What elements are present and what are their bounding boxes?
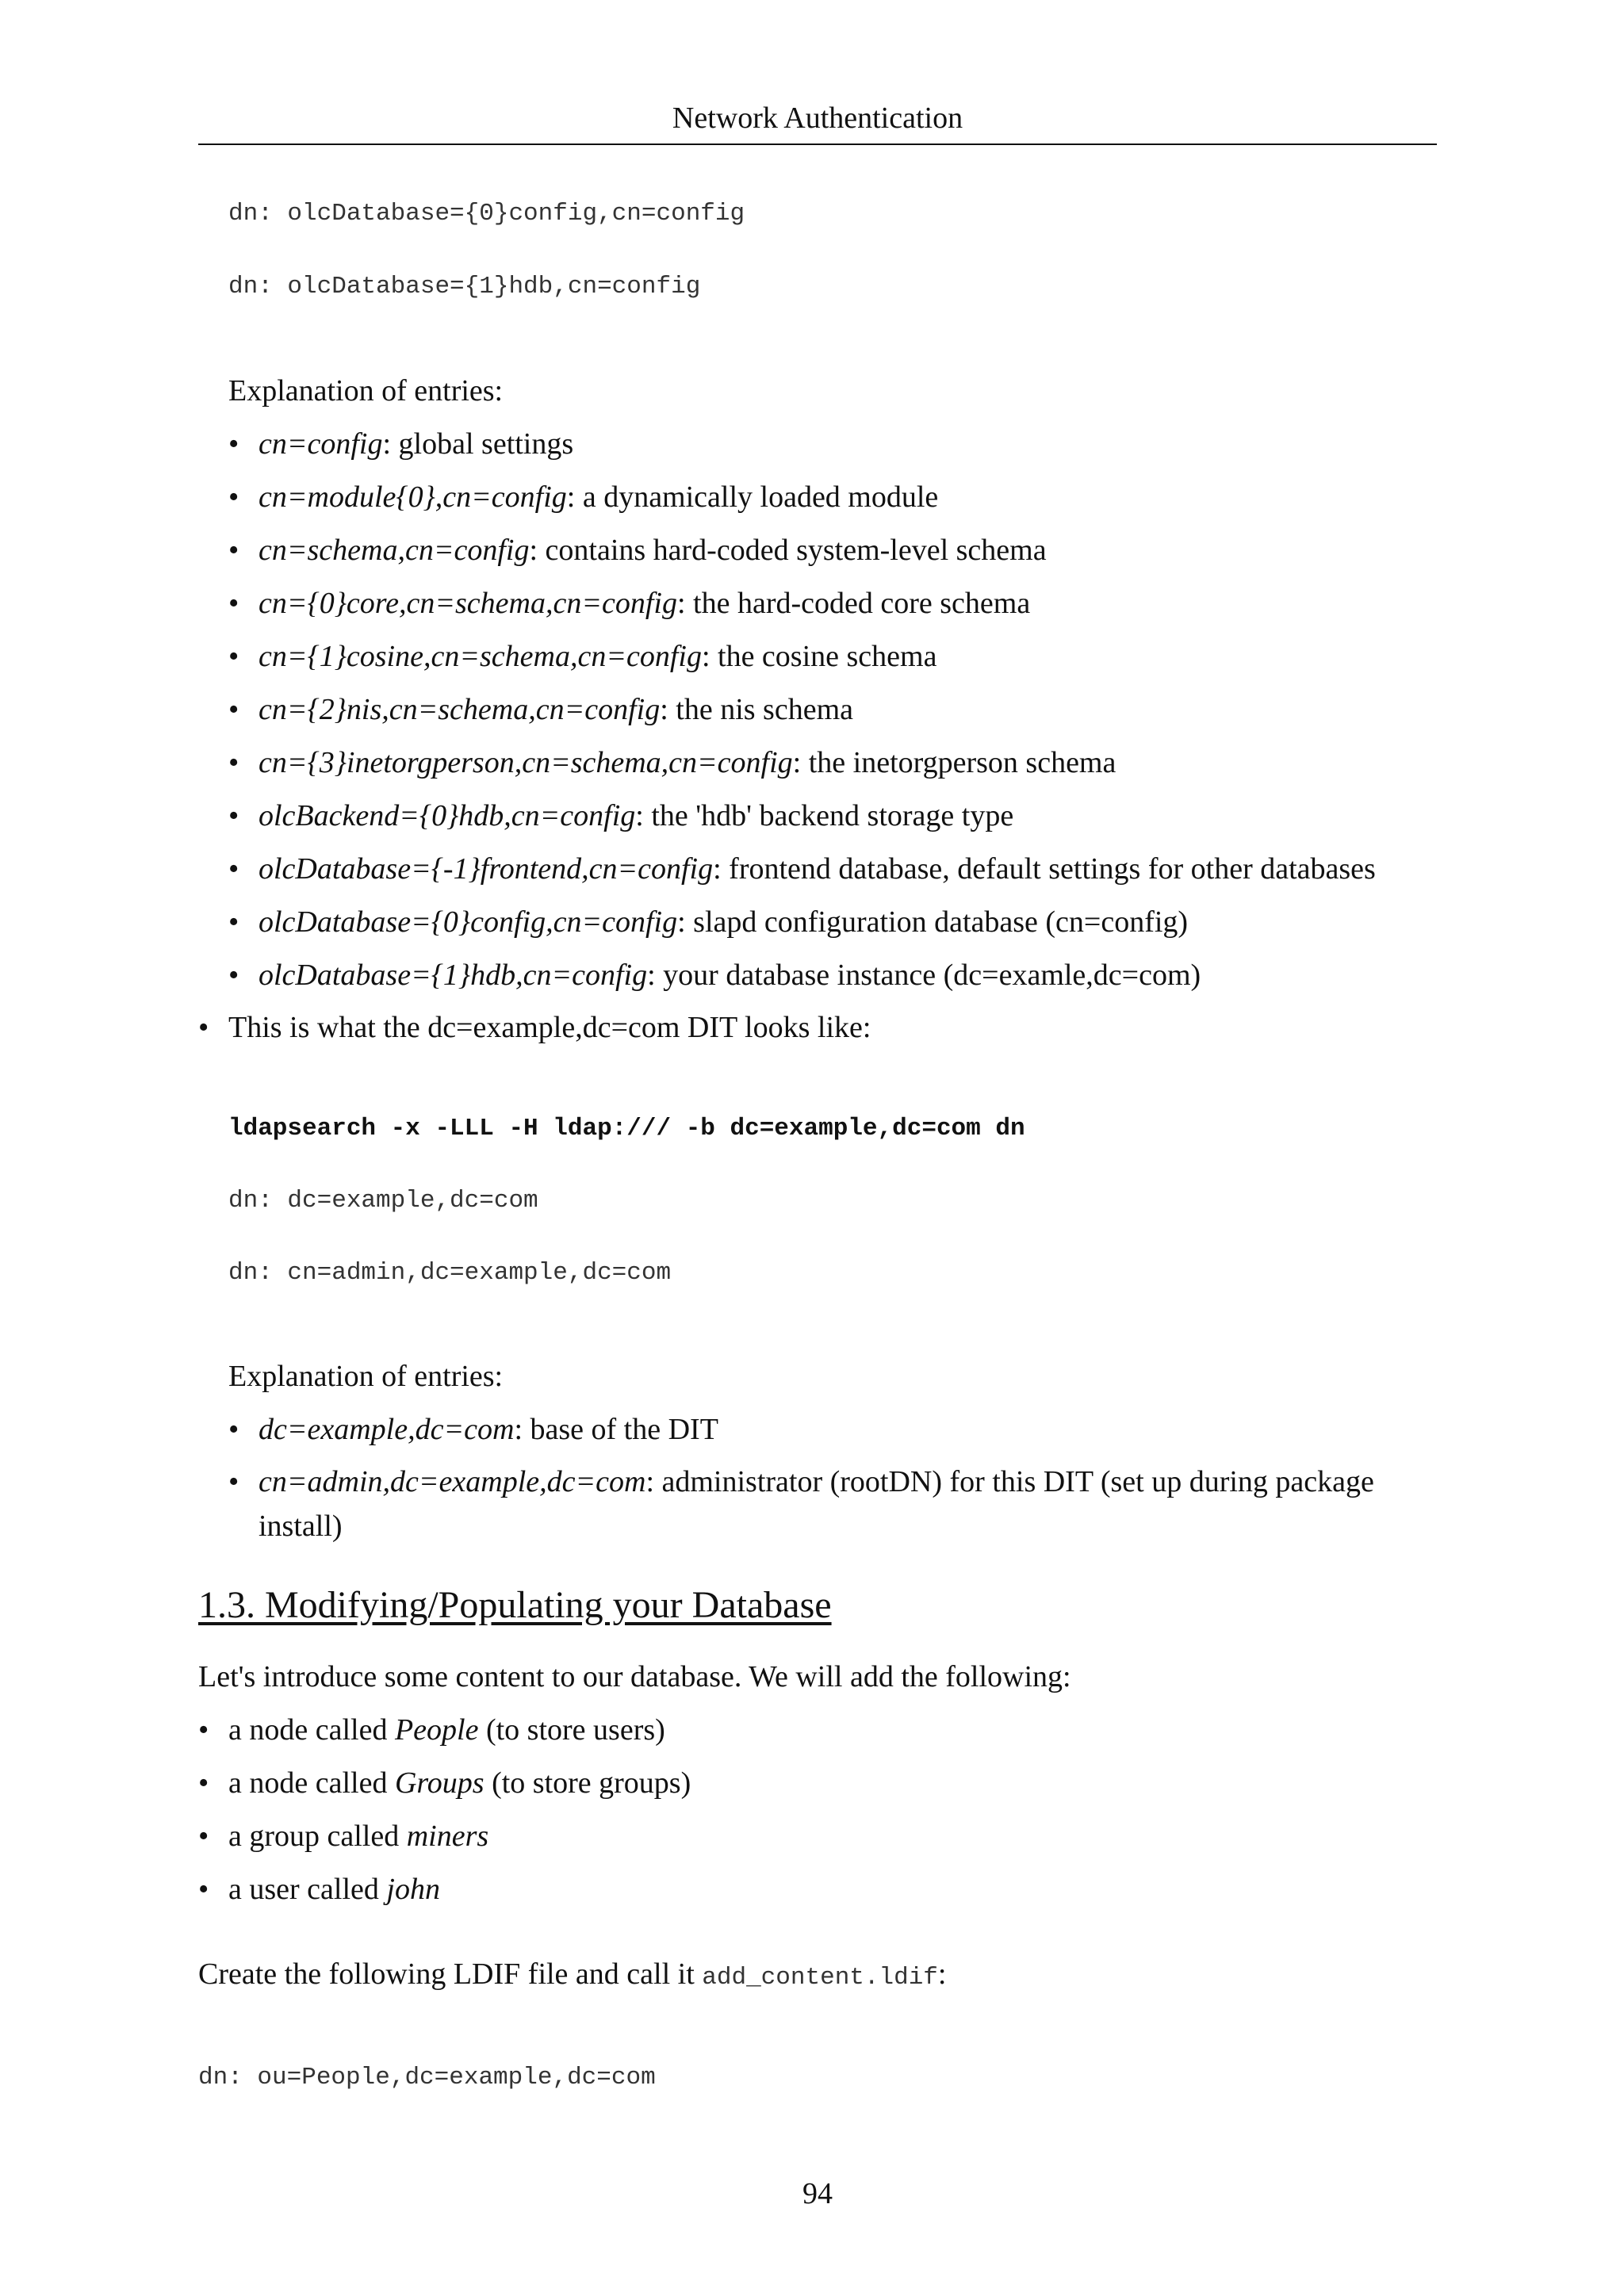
entry-desc: : slapd configuration database (cn=config) bbox=[677, 905, 1189, 939]
config-dn-line: dn: olcDatabase={0}config,cn=config bbox=[228, 200, 745, 228]
config-dn-line: dn: olcDatabase={1}hdb,cn=config bbox=[228, 273, 701, 300]
bullet-icon: • bbox=[228, 959, 239, 992]
entry-term: cn=admin,dc=example,dc=com bbox=[259, 1465, 646, 1498]
item-emphasis: john bbox=[386, 1873, 440, 1906]
entry-term: olcDatabase={0}config,cn=config bbox=[259, 905, 678, 939]
dit-intro: This is what the dc=example,dc=com DIT looks like: bbox=[228, 1011, 871, 1044]
ldif-line: dn: ou=People,dc=example,dc=com bbox=[198, 2064, 656, 2091]
entry-desc: : global settings bbox=[382, 427, 574, 461]
bullet-icon: • bbox=[228, 799, 239, 832]
entry-desc: : the nis schema bbox=[660, 693, 853, 726]
bullet-icon: • bbox=[198, 1011, 209, 1044]
item-suffix: (to store groups) bbox=[484, 1766, 691, 1800]
explanation-label: Explanation of entries: bbox=[228, 374, 504, 408]
entry-term: cn=config bbox=[259, 427, 383, 461]
item-suffix: (to store users) bbox=[478, 1713, 665, 1747]
entry-term: cn={3}inetorgperson,cn=schema,cn=config bbox=[259, 746, 793, 779]
bullet-icon: • bbox=[198, 1713, 209, 1747]
bullet-icon: • bbox=[198, 1766, 209, 1800]
bullet-icon: • bbox=[228, 905, 239, 939]
entry-term: olcBackend={0}hdb,cn=config bbox=[259, 799, 636, 832]
bullet-icon: • bbox=[228, 1465, 239, 1498]
instruction-text: Create the following LDIF file and call it bbox=[198, 1957, 703, 1991]
bullet-icon: • bbox=[228, 852, 239, 886]
entry-desc: : the cosine schema bbox=[701, 640, 937, 673]
bullet-icon: • bbox=[228, 1413, 239, 1446]
entry-desc: : the inetorgperson schema bbox=[792, 746, 1116, 779]
entry-desc: : contains hard-coded system-level schema bbox=[529, 534, 1047, 567]
page-number: 94 bbox=[802, 2177, 833, 2210]
bullet-icon: • bbox=[198, 1820, 209, 1853]
entry-desc-continuation: install) bbox=[259, 1510, 343, 1543]
entry-term: cn={2}nis,cn=schema,cn=config bbox=[259, 693, 661, 726]
ldapsearch-command: ldapsearch -x -LLL -H ldap:/// -b dc=example,dc=com dn bbox=[228, 1115, 1025, 1142]
entry-desc: : frontend database, default settings for other databases bbox=[713, 852, 1376, 886]
ldif-filename: add_content.ldif bbox=[702, 1964, 938, 1992]
section-intro: Let's introduce some content to our database. We will add the following: bbox=[198, 1660, 1071, 1693]
entry-term: dc=example,dc=com bbox=[259, 1413, 515, 1446]
bullet-icon: • bbox=[228, 640, 239, 673]
header-rule bbox=[198, 144, 1437, 145]
item-prefix: a node called bbox=[228, 1713, 395, 1747]
bullet-icon: • bbox=[228, 427, 239, 461]
bullet-icon: • bbox=[228, 587, 239, 620]
entry-term: cn={0}core,cn=schema,cn=config bbox=[259, 587, 677, 620]
bullet-icon: • bbox=[228, 480, 239, 514]
entry-term: cn={1}cosine,cn=schema,cn=config bbox=[259, 640, 702, 673]
entry-desc: : the hard-coded core schema bbox=[676, 587, 1031, 620]
bullet-icon: • bbox=[228, 693, 239, 726]
item-prefix: a node called bbox=[228, 1766, 395, 1800]
item-prefix: a user called bbox=[228, 1873, 387, 1906]
entry-desc: : a dynamically loaded module bbox=[566, 480, 939, 514]
bullet-icon: • bbox=[228, 746, 239, 779]
entry-term: cn=module{0},cn=config bbox=[259, 480, 567, 514]
item-prefix: a group called bbox=[228, 1820, 407, 1853]
entry-desc: : administrator (rootDN) for this DIT (set up during package bbox=[645, 1465, 1374, 1498]
instruction-text-end: : bbox=[937, 1957, 947, 1991]
entry-desc: : your database instance (dc=examle,dc=com) bbox=[647, 959, 1201, 992]
section-heading: 1.3. Modifying/Populating your Database bbox=[198, 1584, 832, 1626]
dit-dn-line: dn: dc=example,dc=com bbox=[228, 1187, 538, 1215]
running-header: Network Authentication bbox=[672, 101, 963, 135]
bullet-icon: • bbox=[228, 534, 239, 567]
item-emphasis: miners bbox=[406, 1820, 489, 1853]
entry-desc: : base of the DIT bbox=[514, 1413, 718, 1446]
item-emphasis: People bbox=[394, 1713, 479, 1747]
entry-term: olcDatabase={-1}frontend,cn=config bbox=[259, 852, 714, 886]
entry-term: olcDatabase={1}hdb,cn=config bbox=[259, 959, 648, 992]
dit-dn-line: dn: cn=admin,dc=example,dc=com bbox=[228, 1259, 672, 1287]
bullet-icon: • bbox=[198, 1873, 209, 1906]
entry-term: cn=schema,cn=config bbox=[259, 534, 530, 567]
explanation-label: Explanation of entries: bbox=[228, 1360, 504, 1393]
entry-desc: : the 'hdb' backend storage type bbox=[635, 799, 1014, 832]
item-emphasis: Groups bbox=[394, 1766, 485, 1800]
create-file-instruction bbox=[198, 1956, 946, 1996]
